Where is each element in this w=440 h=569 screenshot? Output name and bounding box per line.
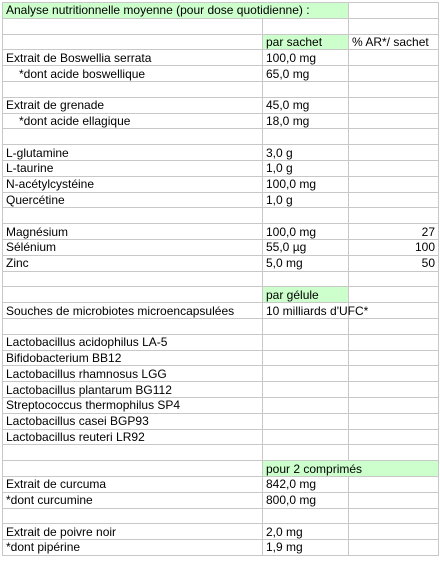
ingredient-name[interactable]: L-glutamine [3, 145, 263, 161]
ingredient-pct-ar[interactable] [349, 145, 439, 161]
ingredient-name[interactable] [3, 271, 263, 287]
ingredient-pct-ar[interactable] [349, 334, 439, 350]
table-row [3, 476, 439, 492]
ingredient-name[interactable] [3, 81, 263, 97]
ingredient-name[interactable]: Sélénium [3, 239, 263, 255]
ingredient-name[interactable] [3, 129, 263, 145]
ingredient-pct-ar[interactable] [349, 113, 439, 129]
ingredient-quantity[interactable]: 1,0 g [263, 160, 349, 176]
ingredient-name[interactable]: Magnésium [3, 224, 263, 240]
ingredient-pct-ar[interactable] [349, 97, 439, 113]
ingredient-pct-ar[interactable] [349, 81, 439, 97]
ingredient-name[interactable] [3, 508, 263, 524]
table-row [3, 129, 439, 145]
table-row [3, 113, 439, 129]
ingredient-pct-ar[interactable] [349, 413, 439, 429]
ingredient-pct-ar[interactable] [349, 66, 439, 82]
table-row [3, 255, 439, 271]
header-par-gelule[interactable]: par gélule [263, 287, 349, 303]
table-row [3, 318, 439, 334]
table-row [3, 508, 439, 524]
ingredient-name[interactable]: *dont curcumine [3, 492, 263, 508]
ingredient-quantity[interactable] [263, 508, 349, 524]
ingredient-quantity[interactable]: 45,0 mg [263, 97, 349, 113]
ingredient-pct-ar[interactable] [349, 540, 439, 556]
ingredient-name[interactable] [3, 318, 263, 334]
ingredient-pct-ar[interactable] [349, 350, 439, 366]
ingredient-name[interactable]: Lactobacillus casei BGP93 [3, 413, 263, 429]
ingredient-name[interactable] [3, 208, 263, 224]
header-row-comprimes [3, 461, 439, 477]
ingredient-quantity[interactable]: 100,0 mg [263, 224, 349, 240]
table-row [3, 176, 439, 192]
nutrition-table [2, 2, 439, 556]
ingredient-quantity[interactable]: 100,0 mg [263, 50, 349, 66]
table-title[interactable]: Analyse nutritionnelle moyenne (pour dose quotidienne) : [3, 3, 349, 19]
ingredient-name[interactable]: Extrait de grenade [3, 97, 263, 113]
ingredient-quantity[interactable] [263, 81, 349, 97]
ingredient-name[interactable]: Lactobacillus reuteri LR92 [3, 429, 263, 445]
ingredient-name[interactable]: *dont pipérine [3, 540, 263, 556]
ingredient-pct-ar[interactable] [349, 508, 439, 524]
table-row [3, 192, 439, 208]
ingredient-quantity[interactable] [263, 382, 349, 398]
ingredient-name[interactable]: Souches de microbiotes microencapsulées [3, 303, 263, 319]
ingredient-quantity[interactable]: 842,0 mg [263, 476, 349, 492]
ingredient-quantity[interactable] [263, 318, 349, 334]
ingredient-pct-ar[interactable] [349, 192, 439, 208]
ingredient-quantity[interactable]: 3,0 g [263, 145, 349, 161]
ingredient-name[interactable]: Extrait de curcuma [3, 476, 263, 492]
table-row [3, 66, 439, 82]
ingredient-pct-ar[interactable] [349, 160, 439, 176]
nutrition-spreadsheet [2, 2, 438, 556]
ingredient-pct-ar[interactable] [349, 382, 439, 398]
ingredient-pct-ar[interactable] [349, 492, 439, 508]
ingredient-name[interactable]: Quercétine [3, 192, 263, 208]
ingredient-quantity[interactable] [263, 366, 349, 382]
table-row [3, 366, 439, 382]
ingredient-quantity[interactable]: 5,0 mg [263, 255, 349, 271]
ingredient-pct-ar[interactable] [349, 445, 439, 461]
header-pour-2-comprimes[interactable]: pour 2 comprimés [263, 461, 439, 477]
ingredient-name[interactable] [3, 445, 263, 461]
ingredient-quantity[interactable]: 1,9 mg [263, 540, 349, 556]
ingredient-name[interactable]: Extrait de Boswellia serrata [3, 50, 263, 66]
table-row [3, 334, 439, 350]
table-row [3, 413, 439, 429]
ingredient-quantity[interactable] [263, 429, 349, 445]
ingredient-pct-ar[interactable] [349, 429, 439, 445]
ingredient-name[interactable]: Zinc [3, 255, 263, 271]
ingredient-quantity[interactable]: 2,0 mg [263, 524, 349, 540]
table-row [3, 429, 439, 445]
ingredient-pct-ar[interactable] [349, 397, 439, 413]
header-row-sachet [3, 34, 439, 50]
ingredient-pct-ar[interactable]: 100 [349, 239, 439, 255]
table-row [3, 81, 439, 97]
ingredient-name[interactable]: *dont acide boswellique [3, 66, 263, 82]
ingredient-quantity[interactable] [263, 413, 349, 429]
ingredient-name[interactable]: Bifidobacterium BB12 [3, 350, 263, 366]
table-row [3, 160, 439, 176]
ingredient-name[interactable]: Extrait de poivre noir [3, 524, 263, 540]
ingredient-quantity[interactable] [263, 397, 349, 413]
table-row [3, 492, 439, 508]
ingredient-pct-ar[interactable] [349, 476, 439, 492]
ingredient-pct-ar[interactable] [349, 208, 439, 224]
ingredient-quantity[interactable] [263, 129, 349, 145]
header-par-sachet[interactable]: par sachet [263, 34, 349, 50]
ingredient-quantity[interactable]: 10 milliards d'UFC* [263, 303, 349, 319]
table-row [3, 50, 439, 66]
ingredient-pct-ar[interactable] [349, 129, 439, 145]
spacer-row [3, 18, 439, 34]
ingredient-pct-ar[interactable] [349, 50, 439, 66]
table-row [3, 97, 439, 113]
table-row [3, 239, 439, 255]
cell-empty[interactable] [349, 3, 439, 19]
table-row [3, 350, 439, 366]
ingredient-pct-ar[interactable] [349, 176, 439, 192]
ingredient-pct-ar[interactable] [349, 318, 439, 334]
header-pct-ar[interactable]: % AR*/ sachet [349, 34, 439, 50]
ingredient-quantity[interactable]: 18,0 mg [263, 113, 349, 129]
ingredient-quantity[interactable]: 55,0 µg [263, 239, 349, 255]
table-row [3, 540, 439, 556]
ingredient-name[interactable]: Lactobacillus acidophilus LA-5 [3, 334, 263, 350]
table-row [3, 271, 439, 287]
ingredient-name[interactable]: *dont acide ellagique [3, 113, 263, 129]
table-row [3, 382, 439, 398]
ingredient-name[interactable]: Lactobacillus rhamnosus LGG [3, 366, 263, 382]
table-row [3, 303, 439, 319]
ingredient-pct-ar[interactable]: 50 [349, 255, 439, 271]
ingredient-name[interactable]: Streptococcus thermophilus SP4 [3, 397, 263, 413]
ingredient-quantity[interactable]: 1,0 g [263, 192, 349, 208]
ingredient-pct-ar[interactable] [349, 366, 439, 382]
ingredient-quantity[interactable]: 100,0 mg [263, 176, 349, 192]
ingredient-pct-ar[interactable] [349, 271, 439, 287]
ingredient-quantity[interactable]: 800,0 mg [263, 492, 349, 508]
ingredient-quantity[interactable] [263, 350, 349, 366]
ingredient-quantity[interactable]: 65,0 mg [263, 66, 349, 82]
table-row [3, 145, 439, 161]
ingredient-name[interactable]: N-acétylcystéine [3, 176, 263, 192]
ingredient-quantity[interactable] [263, 271, 349, 287]
title-row [3, 3, 439, 19]
table-row [3, 445, 439, 461]
ingredient-quantity[interactable] [263, 445, 349, 461]
table-row [3, 224, 439, 240]
ingredient-quantity[interactable] [263, 334, 349, 350]
ingredient-name[interactable]: Lactobacillus plantarum BG112 [3, 382, 263, 398]
table-row [3, 524, 439, 540]
table-row [3, 397, 439, 413]
ingredient-pct-ar[interactable] [349, 524, 439, 540]
ingredient-name[interactable]: L-taurine [3, 160, 263, 176]
ingredient-pct-ar[interactable]: 27 [349, 224, 439, 240]
header-row-gelule [3, 287, 439, 303]
ingredient-quantity[interactable] [263, 208, 349, 224]
table-row [3, 208, 439, 224]
